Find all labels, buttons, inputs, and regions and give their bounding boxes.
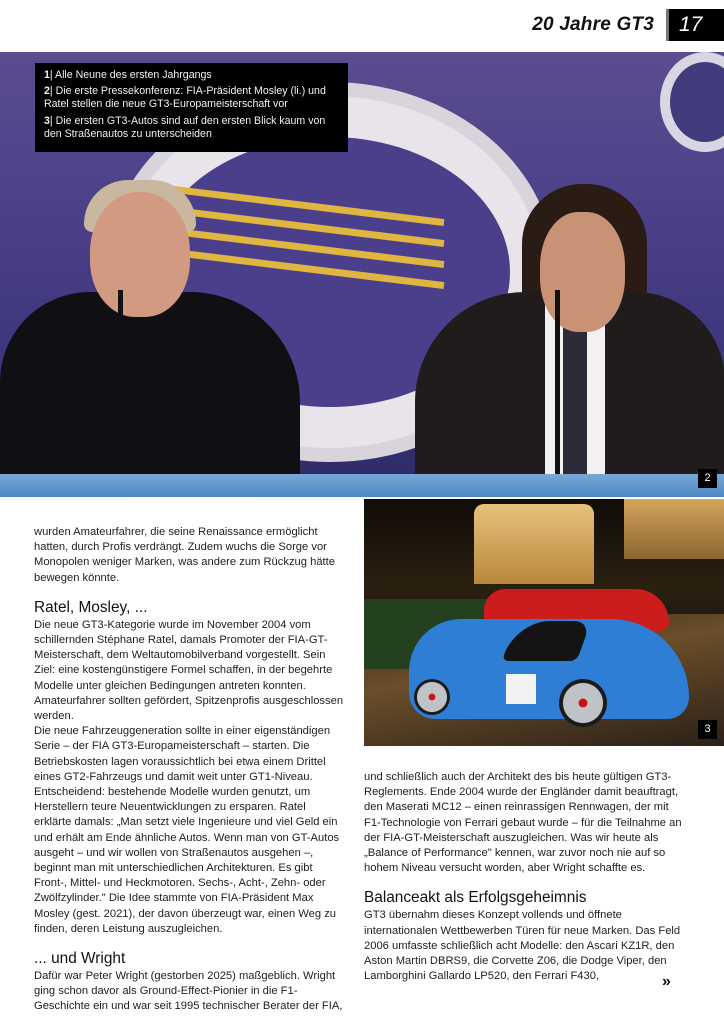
article-paragraph: GT3 übernahm dieses Konzept vollends und öffnete internationalen Wettbewerben Türen für neue Marken. Das Feld 2006 umfasste schließlich acht Modelle: den Ascari KZ1R, den Aston Martin DBRS9, die Corvette Z06, die Dodge Viper, den Lamborghini Gallardo LP520, den Ferrari F430, [364, 909, 681, 983]
caption-3 [44, 115, 339, 141]
person-ratel-head [540, 212, 625, 332]
person-mosley-body [0, 292, 300, 492]
caption-2 [44, 85, 339, 111]
article-left-column [34, 525, 346, 1015]
subheading-wright: ... und Wright [34, 950, 126, 968]
caption-text: | Alle Neune des ersten Jahrgangs [49, 69, 212, 81]
photo-captions [35, 63, 348, 152]
press-table [0, 474, 724, 497]
caption-number: 2 [44, 85, 50, 98]
page-number: 17 [666, 9, 724, 41]
front-wheel [559, 679, 607, 727]
article-paragraph: Die neue GT3-Kategorie wurde im November 2004 vom schillernden Stéphane Ratel, damals Promoter der FIA-GT-Meisterschaft, dem Weltautomobilverband vorgestellt. Sein Ziel: eine kostengünstigere Formel schaffen, in der begehrte Modelle unter gleichen Bedingungen antreten konnten. Amateurfahrer sollten gefördert, Spitzenprofis ausgeschlossen werden. [34, 618, 344, 723]
double-chevron-right-icon: » [662, 973, 671, 990]
caption-1 [44, 69, 339, 82]
article-paragraph: und schließlich auch der Architekt des bis heute gültigen GT3-Reglements. Ende 2004 wurde der Engländer damit beauftragt, den Maserati MC12 – einen reinrassigen Rennwagen, der mit F1-Technologie von Ferrari gebaut wurde – für die Teilnahme an der FIA-GT-Meisterschaft auszugleichen. Was wir heute als „Balance of Performance" kennen, war zuvor noch nie auf so hohem Niveau versucht worden, aber Wright schaffte es. [364, 771, 682, 875]
subheading-ratel-mosley: Ratel, Mosley, ... [34, 598, 148, 616]
section-title: 20 Jahre GT3 [532, 14, 654, 35]
microphone-left [118, 290, 123, 475]
gt3-logo-partial [660, 52, 724, 152]
caption-text: | Die erste Pressekonferenz: FIA-Präsident Mosley (li.) und Ratel stellen die neue GT3-Europameisterschaft vor [44, 85, 326, 111]
gt3-logo-stripes [165, 202, 445, 302]
caption-text: | Die ersten GT3-Autos sind auf den ersten Blick kaum von den Straßenautos zu unterscheiden [44, 114, 326, 140]
article-paragraph: Die neue Fahrzeuggeneration sollte in einer eigenständigen Serie – der FIA GT3-Europameisterschaft – starten. Die Betriebskosten lagen voraussichtlich bei etwa einem Drittel eines GT2-Fahrzeugs und damit weit unter GT1-Niveau. Entscheidend: bestehende Modelle wurden genutzt, um Herstellern teure Neuentwicklungen zu ersparen. Ratel erklärte damals: „Man setzt viele Ingenieure und viel Geld ein und erhält am Ende ähnliche Autos. Wenn man von GT-Autos ausgeht – und wir wollen von Straßenautos ausgehen –, beginnt man mit unterschiedlichen Architekturen. Es gibt Front-, Mittel- und Heckmotoren. Sechs-, Acht-, Zehn- oder Zwölfzylinder." Die Idee stammte von FIA-Präsident Max Mosley (gest. 2021), der davon überzeugt war, einen Weg zu finden, deren Leistung auszugleichen. [34, 725, 340, 935]
photo-badge-2: 2 [698, 469, 717, 488]
microphone-right [555, 290, 560, 475]
photo-badge-3: 3 [698, 720, 717, 739]
article-paragraph: Dafür war Peter Wright (gestorben 2025) maßgeblich. Wright ging schon davor als Ground-Effect-Pionier in die F1-Geschichte ein und war seit 1995 technischer Berater der FIA, [34, 970, 343, 1013]
caption-number: 1 [44, 69, 50, 81]
person-ratel-tie [563, 327, 587, 487]
subheading-balanceakt: Balanceakt als Erfolgsgeheimnis [364, 889, 587, 907]
hotel-building [624, 499, 724, 559]
rear-wheel [414, 679, 450, 715]
caption-number: 3 [44, 114, 50, 127]
person-mosley-head [90, 192, 190, 317]
casino-building [474, 504, 594, 584]
article-intro: wurden Amateurfahrer, die seine Renaissance ermöglicht hatten, durch Profis verdrängt. Zudem wuchs die Sorge vor Monopolen weniger Marken, was andere zum Rückzug hätte bewegen könnte. [34, 526, 335, 584]
press-conference-photo [0, 52, 724, 497]
race-number-plate [506, 674, 536, 704]
article-right-column [364, 770, 686, 984]
gt3-cars-photo [364, 499, 724, 746]
